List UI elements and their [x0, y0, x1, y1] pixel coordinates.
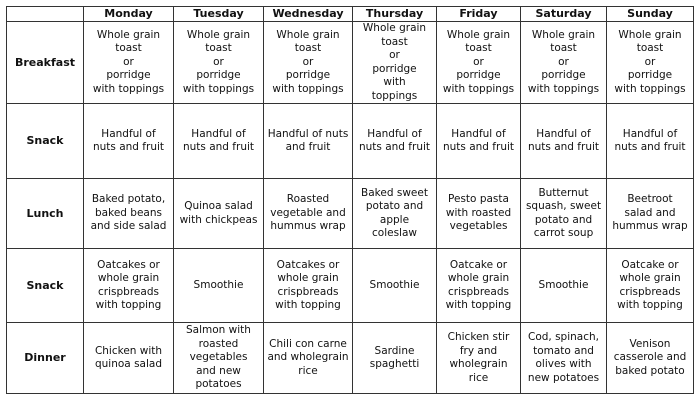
meal-cell: Oatcakes or whole grain crispbreads with topping: [264, 249, 353, 323]
meal-cell: Whole grain toast or porridge with toppings: [437, 22, 521, 104]
day-header-wednesday: Wednesday: [264, 7, 353, 22]
meal-cell: Baked sweet potato and apple coleslaw: [353, 179, 437, 249]
meal-plan-table: [6, 6, 694, 394]
day-header-monday: Monday: [84, 7, 174, 22]
meal-cell: Butternut squash, sweet potato and carrot soup: [521, 179, 607, 249]
meal-cell: Sardine spaghetti: [353, 323, 437, 394]
meal-cell: Baked potato, baked beans and side salad: [84, 179, 174, 249]
day-header-thursday: Thursday: [353, 7, 437, 22]
meal-row: [7, 323, 694, 394]
meal-cell: Roasted vegetable and hummus wrap: [264, 179, 353, 249]
meal-cell: Handful of nuts and fruit: [353, 104, 437, 179]
header-row: [7, 7, 694, 22]
meal-cell: Smoothie: [521, 249, 607, 323]
meal-cell: Oatcake or whole grain crispbreads with topping: [607, 249, 694, 323]
meal-label: Snack: [7, 104, 84, 179]
meal-cell: Handful of nuts and fruit: [84, 104, 174, 179]
meal-cell: Smoothie: [174, 249, 264, 323]
meal-cell: Handful of nuts and fruit: [437, 104, 521, 179]
meal-cell: Salmon with roasted vegetables and new potatoes: [174, 323, 264, 394]
day-header-friday: Friday: [437, 7, 521, 22]
meal-cell: Chicken with quinoa salad: [84, 323, 174, 394]
meal-cell: Handful of nuts and fruit: [521, 104, 607, 179]
meal-row: [7, 104, 694, 179]
meal-cell: Whole grain toast or porridge with toppings: [264, 22, 353, 104]
meal-cell: Smoothie: [353, 249, 437, 323]
meal-cell: Chili con carne and wholegrain rice: [264, 323, 353, 394]
meal-cell: Venison casserole and baked potato: [607, 323, 694, 394]
meal-row: [7, 249, 694, 323]
meal-cell: Chicken stir fry and wholegrain rice: [437, 323, 521, 394]
day-header-tuesday: Tuesday: [174, 7, 264, 22]
meal-cell: Oatcake or whole grain crispbreads with topping: [437, 249, 521, 323]
day-header-saturday: Saturday: [521, 7, 607, 22]
meal-cell: Beetroot salad and hummus wrap: [607, 179, 694, 249]
meal-row: [7, 179, 694, 249]
meal-cell: Whole grain toast or porridge with toppings: [174, 22, 264, 104]
meal-cell: Whole grain toast or porridge with toppings: [84, 22, 174, 104]
meal-cell: Oatcakes or whole grain crispbreads with topping: [84, 249, 174, 323]
meal-cell: Handful of nuts and fruit: [174, 104, 264, 179]
meal-label: Breakfast: [7, 22, 84, 104]
day-header-sunday: Sunday: [607, 7, 694, 22]
meal-label: Snack: [7, 249, 84, 323]
meal-label: Dinner: [7, 323, 84, 394]
corner-cell: [7, 7, 84, 22]
meal-cell: Quinoa salad with chickpeas: [174, 179, 264, 249]
meal-cell: Handful of nuts and fruit: [264, 104, 353, 179]
meal-cell: Whole grain toast or porridge with toppings: [521, 22, 607, 104]
meal-label: Lunch: [7, 179, 84, 249]
meal-cell: Handful of nuts and fruit: [607, 104, 694, 179]
meal-row: [7, 22, 694, 104]
meal-cell: Cod, spinach, tomato and olives with new potatoes: [521, 323, 607, 394]
meal-cell: Whole grain toast or porridge with toppings: [353, 22, 437, 104]
meal-cell: Pesto pasta with roasted vegetables: [437, 179, 521, 249]
meal-cell: Whole grain toast or porridge with toppings: [607, 22, 694, 104]
